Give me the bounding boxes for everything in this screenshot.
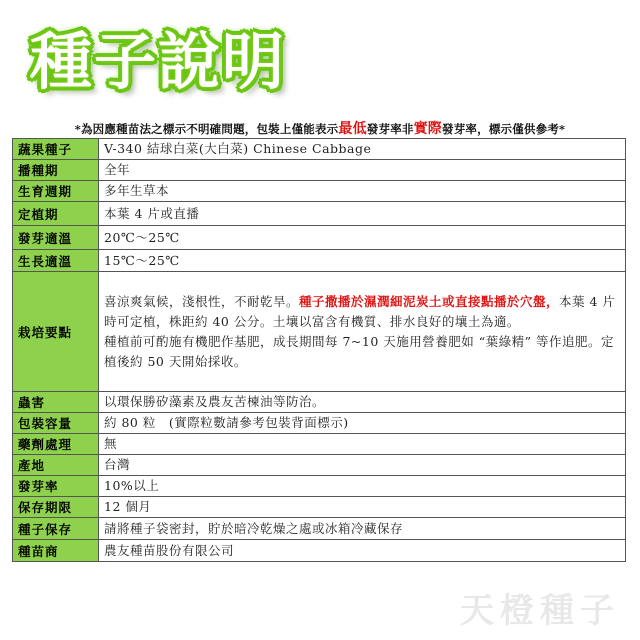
row-value: 12 個月 (99, 497, 626, 518)
row-value: 20℃～25℃ (99, 226, 626, 250)
cultivation-p1-before: 喜涼爽氣候，淺根性，不耐乾旱。 (104, 293, 300, 309)
row-label: 保存期限 (13, 497, 99, 518)
row-label: 種苗商 (13, 540, 99, 562)
row-value: 農友種苗股份有限公司 (99, 540, 626, 562)
row-label: 種子保存 (13, 518, 99, 540)
row-value: 以環保勝矽藻素及農友苦楝油等防治。 (99, 392, 626, 413)
table-row (13, 434, 626, 455)
row-label: 蔬果種子 (13, 139, 99, 160)
table-row-cultivation (13, 272, 626, 392)
row-value: 本葉 4 片或直播 (99, 202, 626, 226)
cultivation-text (99, 272, 626, 392)
row-label: 發芽率 (13, 476, 99, 497)
row-value: 10%以上 (99, 476, 626, 497)
row-label: 生長適溫 (13, 250, 99, 272)
table-row (13, 540, 626, 562)
row-label: 產地 (13, 455, 99, 476)
table-row (13, 250, 626, 272)
notice-mid: 發芽率非 (366, 122, 414, 136)
notice-before: *為因應種苗法之標示不明確問題，包裝上僅能表示 (74, 122, 339, 136)
table-row (13, 518, 626, 540)
row-label: 定植期 (13, 202, 99, 226)
row-label: 包裝容量 (13, 413, 99, 434)
table-row (13, 139, 626, 160)
row-value: 全年 (99, 160, 626, 181)
table-row (13, 413, 626, 434)
cultivation-p1-red: 種子撒播於濕潤細泥炭土或直接點播於穴盤， (299, 293, 560, 309)
table-row (13, 226, 626, 250)
seed-spec-table (12, 138, 626, 562)
row-value: 台灣 (99, 455, 626, 476)
row-label: 藥劑處理 (13, 434, 99, 455)
notice-highlight-actual: 實際 (413, 121, 443, 137)
table-row (13, 476, 626, 497)
table-row (13, 181, 626, 202)
watermark: 天橙種子 (460, 591, 620, 631)
row-label: 蟲害 (13, 392, 99, 413)
notice-text (10, 118, 630, 138)
notice-highlight-lowest: 最低 (338, 121, 367, 137)
page-title: 種子說明 (30, 25, 287, 98)
row-value: 多年生草本 (99, 181, 626, 202)
table-row (13, 160, 626, 181)
notice-after: 發芽率，標示僅供參考* (442, 122, 566, 136)
row-value: V-340 結球白菜(大白菜) Chinese Cabbage (99, 139, 626, 160)
row-value: 約 80 粒 (實際粒數請參考包裝背面標示) (99, 413, 626, 434)
table-row (13, 497, 626, 518)
row-label: 播種期 (13, 160, 99, 181)
cultivation-p2: 種植前可酌施有機肥作基肥，成長期間每 7~10 天施用營養肥如 “葉綠精” 等作追肥。定植後約 50 天開始採收。 (104, 333, 615, 369)
table-row (13, 455, 626, 476)
row-value: 請將種子袋密封，貯於暗冷乾燥之處或冰箱冷藏保存 (99, 518, 626, 540)
table-row (13, 392, 626, 413)
row-value: 15℃～25℃ (99, 250, 626, 272)
table-row (13, 202, 626, 226)
row-value: 無 (99, 434, 626, 455)
cultivation-p1-after: 本葉 4 片時可定植，株距約 40 公分。土壤以富含有機質、排水良好的壤土為適。 (104, 293, 616, 329)
row-label: 發芽適溫 (13, 226, 99, 250)
row-label: 生育週期 (13, 181, 99, 202)
row-label: 栽培要點 (13, 272, 99, 392)
